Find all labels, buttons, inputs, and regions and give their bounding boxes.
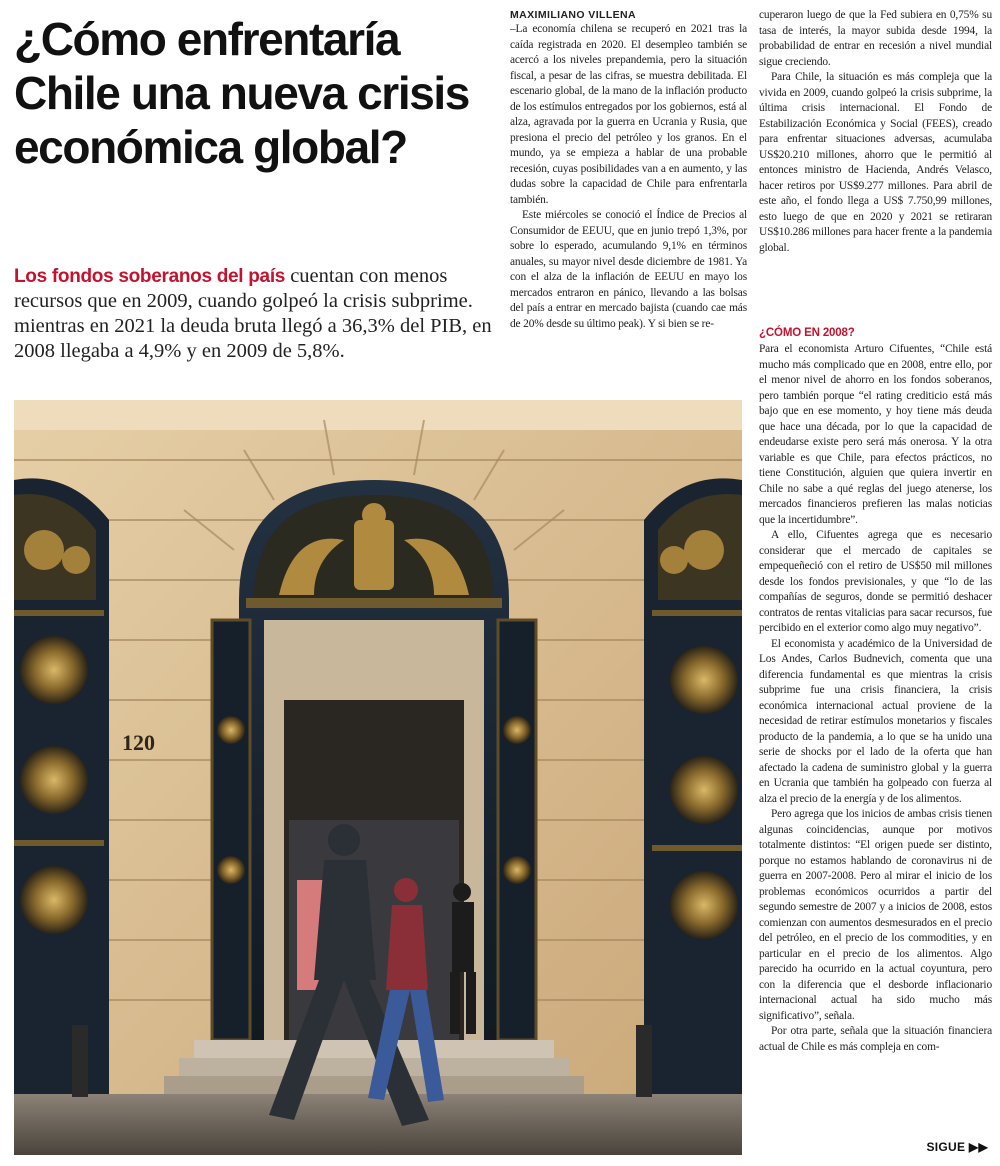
building-facade-illustration	[14, 400, 742, 1155]
body-column-2	[759, 8, 992, 1148]
byline: MAXIMILIANO VILLENA	[510, 9, 637, 21]
standfirst-lead: Los fondos soberanos del país	[14, 266, 286, 287]
paragraph: Por otra parte, señala que la situación financiera actual de Chile es más compleja en com-	[759, 1025, 992, 1053]
continue-indicator: SIGUE ▶▶	[926, 1140, 988, 1154]
paragraph: Pero agrega que los inicios de ambas crisis tienen algunas coincidencias, aunque por motivos totalmente distintos: “El origen puede ser distinto, porque no estamos hablando de coronavirus ni de guerra en 2007-2008. Pero al mirar el inicio de los problemas económicos ocurridos a partir del segundo semestre de 2007 y a inicios de 2008, estos comienzan con aumentos desmesurados en el precio del petróleo, en el precio de los commodities, y en particular en el precio de los alimentos. Algo parecido ha ocurrido en la actual coyuntura, pero con la diferencia que el desborde inflacionario internacional actual ha sido mucho más significativo”, señala.	[759, 808, 992, 1022]
paragraph: Para el economista Arturo Cifuentes, “Chile está mucho más complicado que en 2008, entre ello, por el menor nivel de ahorro en los fondos soberanos, pero también porque “el rating crediticio está más bajo que en ese momento, y hoy tiene más deuda que hace una década, por lo que la capacidad de endeudarse existe pero será más onerosa. Y la otra variable es que Chile, para efectos prácticos, no tiene Constitución, alguien que quiera invertir en Chile no sabe a qué reglas del juego atenerse, los mercados financieros prefieren las malas noticias que la incertidumbre”.	[759, 343, 992, 526]
standfirst-text: cuentan con menos recursos que en 2009, cuando golpeó la crisis subprime. mientras en 2021 la deuda bruta llegó a 36,3% del PIB, en 2008 llegaba a 4,9% y en 2009 de 5,8%.	[14, 265, 492, 362]
building-photo	[14, 400, 742, 1155]
subhead: ¿CÓMO EN 2008?	[759, 327, 855, 339]
paragraph: Para Chile, la situación es más compleja que la vivida en 2009, cuando golpeó la crisis subprime, la última crisis internacional. El Fondo de Estabilización Económica y Social (FEES), creado para enfrentar situaciones adversas, acumulaba US$20.210 millones, ahorro que le permitió al entonces ministro de Hacienda, Andrés Velasco, hacer retiros por US$9.277 millones. Para abril de este año, el fondo llega a US$ 7.750,99 millones, esto luego de que en 2020 y 2021 se retiraran US$10.286 millones para hacer frente a la pandemia global.	[759, 71, 992, 254]
paragraph: –La economía chilena se recuperó en 2021 tras la caída registrada en 2020. El desempleo también se acercó a los niveles prepandemia, pero la situación fiscal, a pesar de las cifras, se muestra debilitada. El escenario global, de la mano de la inflación producto de los estímulos entregados por los gobiernos, está al alza, agravada por la guerra en Ucrania y Rusia, que presiona el precio del petróleo y los granos. En el mundo, ya se empieza a hablar de una probable recesión, cuyas posibilidades van a en aumento, y las dudas sobre la capacidad de Chile para enfrentarla también.	[510, 23, 747, 206]
section-como-en-2008	[759, 326, 992, 1055]
paragraph: cuperaron luego de que la Fed subiera en 0,75% su tasa de interés, la mayor subida desde 1994, la probabilidad de entrar en recesión a nivel mundial sigue creciendo.	[759, 9, 992, 68]
paragraph: Este miércoles se conoció el Índice de Precios al Consumidor de EEUU, que en junio trepó 1,3%, por sobre lo esperado, acumulando 9,1% en términos anuales, su mayor nivel desde diciembre de 1981. Ya con el alza de la inflación de EEUU en mayo los mercados entraron en pánico, llevando a las bolsas del país a entrar en mercado bajista (cuando cae más de 20% desde su último peak). Y si bien se re-	[510, 209, 747, 330]
paragraph: A ello, Cifuentes agrega que es necesario considerar que el mercado de capitales se empequeñeció con el retiro de US$50 mil millones desde los fondos previsionales, y que “lo de las compañías de seguros, donde se permitió deshacer contratos de rentas vitalicias para sacar recursos, fue percibido en el exterior como algo muy negativo”.	[759, 529, 992, 634]
standfirst	[14, 264, 492, 364]
headline: ¿Cómo enfrentaría Chile una nueva crisis económica global?	[14, 13, 469, 173]
body-column-1	[510, 8, 747, 332]
paragraph: El economista y académico de la Universidad de Los Andes, Carlos Budnevich, comenta que una diferencia fundamental es que mientras la crisis subprime fue una crisis financiera, la crisis económica internacional actual proviene de la necesidad de retirar estímulos monetarios y fiscales producto de la pandemia, a lo que se ha unido una serie de shocks por el lado de la oferta que han afectado la cadena de suministro global y la guerra en Ucrania que también ha golpeado con fuerza al alza el precio de la energía y de los alimentos.	[759, 637, 992, 805]
building-number: 120	[122, 730, 155, 755]
